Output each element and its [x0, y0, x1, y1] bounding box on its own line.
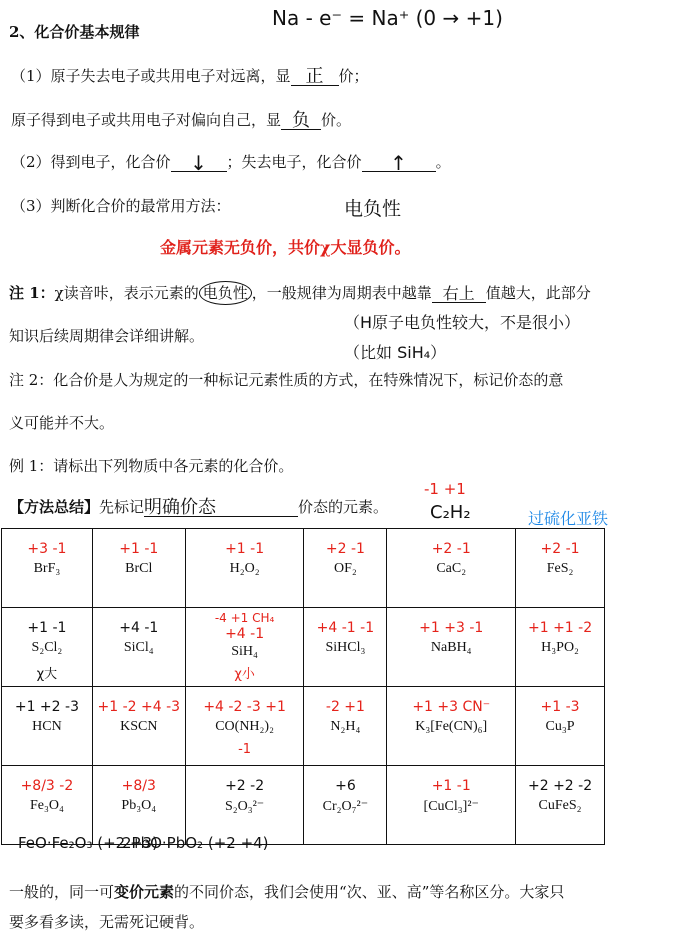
note1-circled: 电负性 — [199, 281, 252, 305]
method-line — [9, 497, 388, 517]
table-cell — [185, 766, 304, 845]
cell-formula: [CuCl₃]²⁻ — [423, 799, 479, 814]
table-cell — [185, 529, 304, 608]
note1-line — [9, 283, 591, 303]
rule1-answer: 正 — [305, 66, 324, 87]
cell-valence: +1 +2 -3 — [14, 699, 79, 715]
table-row — [2, 529, 605, 608]
table-cell — [2, 766, 93, 845]
table-cell — [516, 766, 605, 845]
table-cell — [387, 766, 516, 845]
cell-valence: +8/3 -2 — [20, 778, 74, 794]
cell-formula: HCN — [32, 719, 62, 734]
cell-formula: H₂O₂ — [229, 561, 260, 576]
note1-text1: χ读音咔，表示元素的 — [54, 284, 199, 302]
rule2-prefix: （2）得到电子，化合价 — [11, 153, 171, 171]
cell-valence: +1 -1 — [119, 541, 159, 557]
method-suffix: 价态的元素。 — [298, 498, 389, 516]
cell-valence: +8/3 — [121, 778, 156, 794]
cell-valence: +1 -3 — [540, 699, 580, 715]
rule1b-line — [11, 110, 351, 130]
cell-valence: +1 -1 — [27, 620, 67, 636]
note1-answer: 右上 — [442, 284, 475, 303]
rule1-line — [11, 66, 369, 86]
cell-valence: +1 -2 +4 -3 — [97, 699, 181, 715]
rule3-line: （3）判断化合价的最常用方法： — [11, 197, 231, 215]
cell-formula: Cr₂O₇²⁻ — [322, 799, 369, 814]
rule2-suffix: 。 — [435, 153, 451, 171]
rule1b-answer: 负 — [292, 110, 311, 131]
cell-valence: +3 -1 — [27, 541, 67, 557]
note2-line1: 注 2：化合价是人为规定的一种标记元素性质的方式，在特殊情况下，标记价态的意 — [9, 371, 564, 389]
cell-formula: K₃[Fe(CN)₆] — [415, 719, 488, 734]
example-line: 例 1：请标出下列物质中各元素的化合价。 — [9, 457, 294, 475]
table-cell — [387, 608, 516, 687]
table-cell — [92, 766, 185, 845]
handwritten-note-sih4: （比如 SiH₄） — [344, 343, 447, 362]
cell-valence: +4 -2 -3 +1 — [203, 699, 286, 715]
c2h2-formula: C₂H₂ — [430, 502, 471, 523]
cell-valence: +4 -1 -1 — [316, 620, 375, 636]
method-prefix: 先标记 — [99, 498, 145, 516]
cell-valence: +4 -1 — [119, 620, 159, 636]
method-answer: 明确价态 — [144, 497, 217, 518]
table-cell — [2, 529, 93, 608]
note1-text3: 值越大，此部分 — [485, 284, 591, 302]
cell-formula: SiHCl₃ — [325, 640, 366, 655]
cell-formula: Pb₃O₄ — [121, 798, 157, 813]
cell-valence: +6 — [335, 778, 356, 794]
cell-formula: S₂O₃²⁻ — [224, 799, 265, 814]
cell-valence: +2 -2 — [225, 778, 265, 794]
cell-formula: SiCl₄ — [123, 640, 154, 655]
pb3o4-breakdown: 2PbO·PbO₂ (+2 +4) — [122, 834, 269, 852]
rule1b-prefix: 原子得到电子或共用电子对偏向自己，显 — [11, 111, 282, 129]
cell-formula: CuFeS₂ — [538, 798, 582, 813]
footer-text-a: 一般的，同一可 — [9, 883, 115, 901]
rule2-answer1: ↓ — [190, 151, 207, 175]
cell-formula: BrF₃ — [33, 561, 61, 576]
handwritten-note-h: （H原子电负性较大，不是很小） — [344, 313, 581, 332]
table-cell — [92, 608, 185, 687]
table-cell — [516, 687, 605, 766]
table-cell — [2, 608, 93, 687]
cell-valence: -2 +1 — [325, 699, 365, 715]
cell-formula: Cu₃P — [545, 719, 575, 734]
footer-text-b: 变价元素 — [114, 883, 175, 901]
cell-valence: +1 +3 CN⁻ — [412, 699, 491, 715]
rule1-prefix: （1）原子失去电子或共用电子对远离，显 — [11, 67, 291, 85]
cell-valence: +1 +1 -2 — [527, 620, 593, 636]
rule2-answer2: ↑ — [390, 151, 407, 175]
table-cell — [387, 529, 516, 608]
cell-formula: CaC₂ — [436, 561, 467, 576]
cell-valence: +1 -1 — [431, 778, 471, 794]
cell-formula: FeS₂ — [546, 561, 574, 576]
cell-extra: χ小 — [234, 667, 255, 682]
handwritten-electronegativity: 电负性 — [344, 198, 402, 220]
cell-side-note: -4 +1 CH₄ — [214, 611, 275, 625]
footer-line2: 要多看多读，无需死记硬背。 — [9, 913, 205, 931]
cell-formula: H₃PO₂ — [541, 640, 579, 655]
note1-label: 注 1： — [9, 284, 55, 302]
cell-valence: +2 -1 — [325, 541, 365, 557]
table-cell — [304, 766, 387, 845]
rule1b-suffix: 价。 — [321, 111, 352, 129]
cell-formula: N₂H₄ — [330, 719, 361, 734]
table-cell — [304, 608, 387, 687]
table-cell — [387, 687, 516, 766]
cell-valence: +2 +2 -2 — [527, 778, 593, 794]
cell-valence: +4 -1 — [225, 626, 265, 642]
fe3o4-breakdown: FeO·Fe₂O₃ (+2 +3) — [18, 834, 158, 852]
table-cell — [185, 687, 304, 766]
cell-formula: Fe₃O₄ — [29, 798, 64, 813]
rule2-line — [11, 151, 451, 175]
section-heading: 2、化合价基本规律 — [9, 23, 140, 41]
table-cell — [2, 687, 93, 766]
table-cell — [516, 608, 605, 687]
table-cell — [92, 529, 185, 608]
handwritten-note-na: Na - e⁻ = Na⁺ (0 → +1) — [272, 6, 503, 30]
cell-valence: +1 +3 -1 — [419, 620, 484, 636]
footer-text-c: 的不同价态，我们会使用“次、亚、高”等名称区分。大家只 — [174, 883, 565, 901]
rule1-suffix: 价； — [338, 67, 369, 85]
cell-formula: NaBH₄ — [430, 640, 472, 655]
cell-extra: -1 — [238, 742, 252, 757]
cell-valence: +2 -1 — [540, 541, 580, 557]
cell-extra: χ大 — [36, 667, 58, 682]
note1-line2: 知识后续周期律会详细讲解。 — [9, 327, 205, 345]
footer-line1 — [9, 882, 564, 902]
method-label: 【方法总结】 — [9, 498, 100, 516]
cell-valence: +2 -1 — [431, 541, 471, 557]
note2-line2: 义可能并不大。 — [9, 414, 115, 432]
table-cell — [92, 687, 185, 766]
table-row — [2, 687, 605, 766]
c2h2-valence: -1 +1 — [424, 480, 466, 498]
cell-formula: S₂Cl₂ — [31, 640, 63, 655]
table-row — [2, 766, 605, 845]
cell-formula: CO(NH₂)₂ — [215, 719, 274, 734]
cell-formula: OF₂ — [334, 561, 357, 576]
table-cell — [185, 608, 304, 687]
cell-formula: BrCl — [125, 561, 153, 576]
table-cell — [516, 529, 605, 608]
red-rule: 金属元素无负价，共价χ大显负价。 — [160, 238, 411, 257]
table-cell — [304, 529, 387, 608]
note1-text2: ，一般规律为周期表中越靠 — [251, 284, 432, 302]
cell-formula: SiH₄ — [231, 644, 258, 659]
valence-table — [1, 528, 605, 845]
table-row — [2, 608, 605, 687]
cell-valence: +1 -1 — [225, 541, 265, 557]
blue-note: 过硫化亚铁 — [528, 509, 609, 528]
table-cell — [304, 687, 387, 766]
cell-formula: KSCN — [120, 719, 158, 734]
rule2-mid: ；失去电子，化合价 — [226, 153, 362, 171]
